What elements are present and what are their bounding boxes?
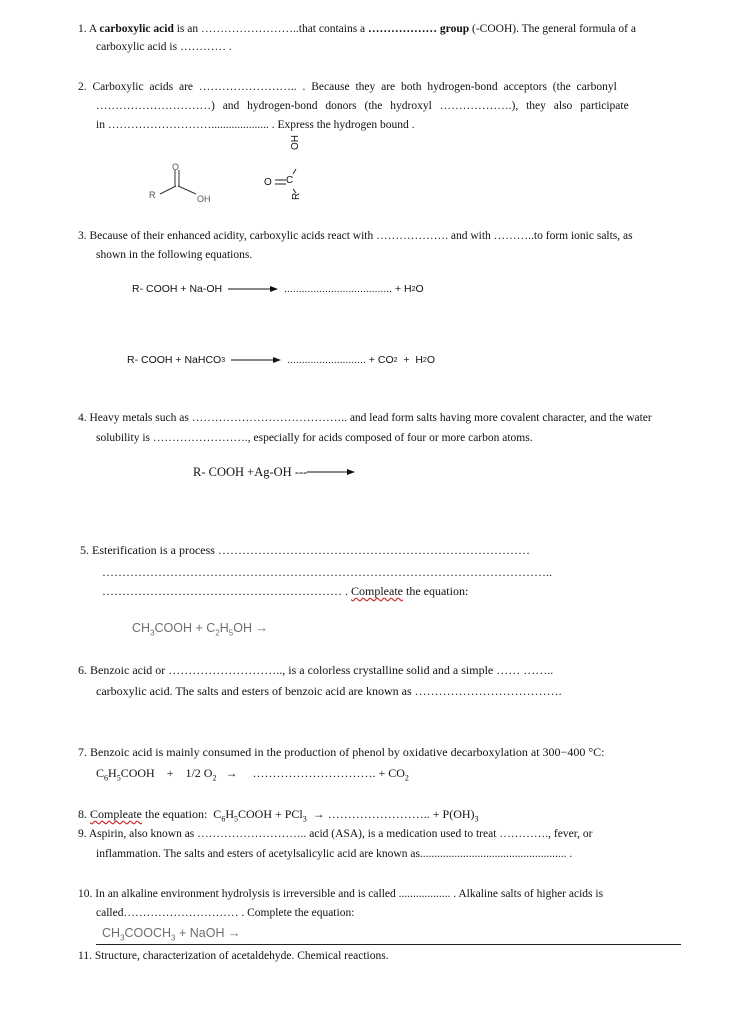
q7-line1: 7. Benzoic acid is mainly consumed in the production of phenol by oxidative decarboxylation at 300−400 °C: [78,745,605,759]
q8-line: 8. Compleate the equation: $C_6H_5COOH + PCl_3$ → …………………….. + $P(OH)_3$ [78,807,479,824]
arrow-icon [307,467,355,477]
q7-equation: $C_6H_5COOH$ + 1/2 $O_2$ → …………………………. + $CO_2$ [96,766,409,783]
q5-equation: $CH_3COOH + C_2H_5OH$ → [132,621,268,638]
structure-left-r: R [149,190,156,200]
structure-right-o: O [264,177,272,188]
structure-right-bonds [0,0,1,1]
q2-line3: in ……………………….................... . Express the hydrogen bound . [96,119,415,131]
q2-line2: …………………………) and hydrogen-bond donors (the hydroxyl ……………….), they also participate [96,100,629,112]
q9-line2: inflammation. The salts and esters of acetylsalicylic acid are known as................................................... . [96,848,573,860]
q3-equation-2: R- COOH + NaHCO 3 ........................... + CO 2 + H 2 O [127,354,435,366]
q5-line3: …………………………………………………… . Compleate the equation: [102,584,469,598]
q1-line2: carboxylic acid is ………… . [96,41,232,53]
q4-equation: R- COOH +Ag-OH --- [193,465,355,479]
q4-line2: solubility is ……………………., especially for acids composed of four or more carbon atoms. [96,432,533,444]
q10-equation: $CH_3COOCH_3$ + NaOH → [102,926,241,943]
q5-line2: ………………………………………………………………………………………………….. [102,565,552,579]
q11-line1: 11. Structure, characterization of acetaldehyde. Chemical reactions. [78,950,389,962]
q10-line1: 10. In an alkaline environment hydrolysis is irreversible and is called .................. . Alkaline salts of higher acids is [78,888,604,900]
structure-left-o: O [172,162,180,172]
q5-line1: 5. Esterification is a process …………………………………………………………………… [80,543,530,557]
q4-line1: 4. Heavy metals such as ………………………………….. and lead form salts having more covalent character, and the water [78,412,652,424]
q10-line2: called………………………… . Complete the equation: [96,907,355,919]
structure-right-r: R [291,192,302,200]
arrow-icon [228,284,278,294]
structure-right-oh: OH [290,135,301,150]
q9-line1: 9. Aspirin, also known as ……………………….. acid (ASA), is a medication used to treat …………., fever, or [78,828,593,840]
structure-left-oh: OH [197,194,211,204]
q2-line1: 2. Carboxylic acids are …………………….. . Because they are both hydrogen-bond acceptors (the carbonyl [78,81,617,93]
q6-line2: carboxylic acid. The salts and esters of benzoic acid are known as ………………………………. [96,684,562,698]
divider-line [96,944,681,945]
q6-line1: 6. Benzoic acid or ……………………….., is a colorless crystalline solid and a simple …… …….. [78,663,554,677]
structure-right-c: C [286,175,294,186]
q3-equation-1: R- COOH + Na-OH ..................................... + H 2 O [132,283,424,295]
arrow-icon [231,355,281,365]
q1-line1: 1. A carboxylic acid is an ……………………..that contains a ……………… group (-COOH). The general formula of a [78,23,636,35]
q3-line1: 3. Because of their enhanced acidity, carboxylic acids react with ………………. and with ………..to form ionic salts, as [78,230,633,242]
q3-line2: shown in the following equations. [96,249,253,261]
